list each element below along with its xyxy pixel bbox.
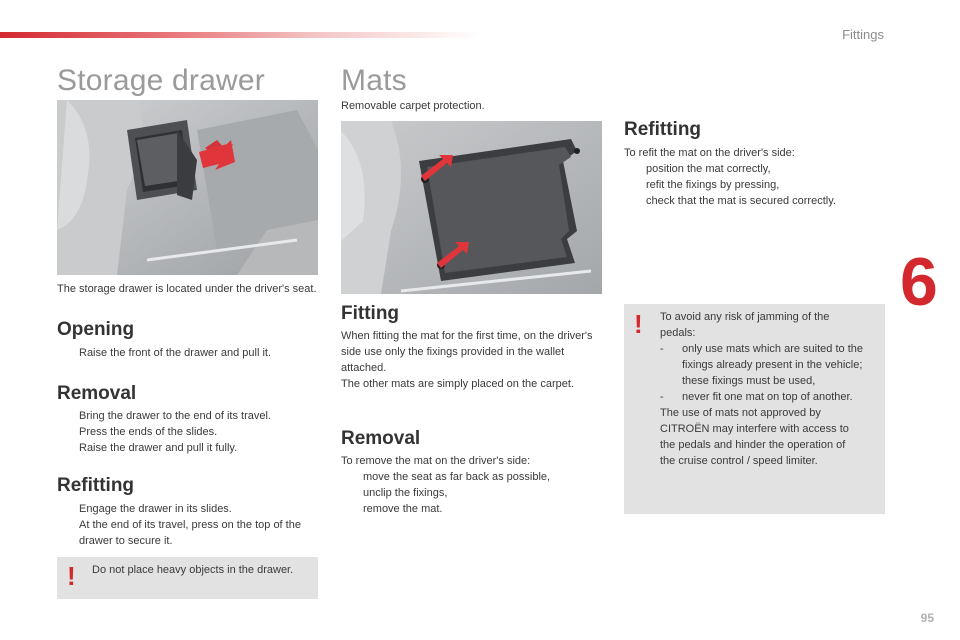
list-item: - only use mats which are suited to the fixings already present in the vehicle; these fixings must be used, [660, 343, 863, 387]
storage-drawer-illustration [57, 100, 318, 275]
mats-refitting-list [624, 161, 886, 209]
storage-warning-box [57, 557, 318, 599]
mats-removal-lead: To remove the mat on the driver's side: [341, 455, 531, 467]
mats-warning-list [660, 341, 880, 405]
mats-illustration [341, 121, 602, 294]
list-item: Press the ends of the slides. [79, 426, 218, 438]
mats-title: Mats [341, 64, 407, 97]
list-item: Raise the drawer and pull it fully. [79, 442, 238, 454]
refitting-heading: Refitting [57, 475, 135, 496]
fitting-text-1: When fitting the mat for the first time, on the driver's side use only the fixings provided in the wallet attached. [341, 330, 593, 374]
list-item: refit the fixings by pressing, [646, 179, 780, 191]
mats-warning-tail: The use of mats not approved by CITROËN may interfere with access to the pedals and hinder the operation of the cruise control / speed limiter. [660, 407, 849, 467]
list-item: At the end of its travel, press on the top of the drawer to secure it. [79, 519, 301, 547]
opening-heading: Opening [57, 319, 135, 340]
storage-drawer-title: Storage drawer [57, 64, 265, 97]
opening-list [57, 345, 322, 361]
warning-icon: ! [634, 309, 643, 339]
header-accent-bar [0, 32, 480, 38]
list-item: Engage the drawer in its slides. [79, 503, 232, 515]
refitting-list [57, 501, 322, 549]
mats-warning-lead: To avoid any risk of jamming of the pedals: [660, 311, 830, 339]
list-item: move the seat as far back as possible, [363, 471, 551, 483]
storage-drawer-intro: The storage drawer is located under the driver's seat. [57, 283, 317, 295]
dash-glyph: - [660, 343, 664, 355]
mats-removal-heading: Removal [341, 428, 421, 449]
mats-warning-content [660, 309, 880, 469]
warning-icon: ! [67, 561, 76, 591]
list-item: unclip the fixings, [363, 487, 448, 499]
chapter-number: 6 [900, 244, 938, 320]
mats-removal-list [341, 469, 603, 517]
fitting-text-2: The other mats are simply placed on the carpet. [341, 378, 574, 390]
section-title: Fittings [842, 27, 884, 42]
mats-refitting-heading: Refitting [624, 119, 702, 140]
list-item: check that the mat is secured correctly. [646, 195, 836, 207]
list-item: Bring the drawer to the end of its travel. [79, 410, 271, 422]
fitting-heading: Fitting [341, 303, 400, 324]
mats-subtitle: Removable carpet protection. [341, 100, 485, 112]
removal-heading: Removal [57, 383, 137, 404]
storage-warning-text: Do not place heavy objects in the drawer. [92, 564, 294, 576]
dash-glyph: - [660, 391, 664, 403]
mats-warning-box [624, 304, 885, 514]
list-item: Raise the front of the drawer and pull it. [79, 347, 271, 359]
removal-list [57, 408, 322, 456]
list-item: - never fit one mat on top of another. [660, 391, 853, 403]
list-item: position the mat correctly, [646, 163, 771, 175]
mats-refitting-lead: To refit the mat on the driver's side: [624, 147, 795, 159]
page-number: 95 [920, 611, 934, 625]
list-item: remove the mat. [363, 503, 443, 515]
storage-drawer-photo [57, 100, 318, 275]
mats-photo [341, 121, 602, 294]
